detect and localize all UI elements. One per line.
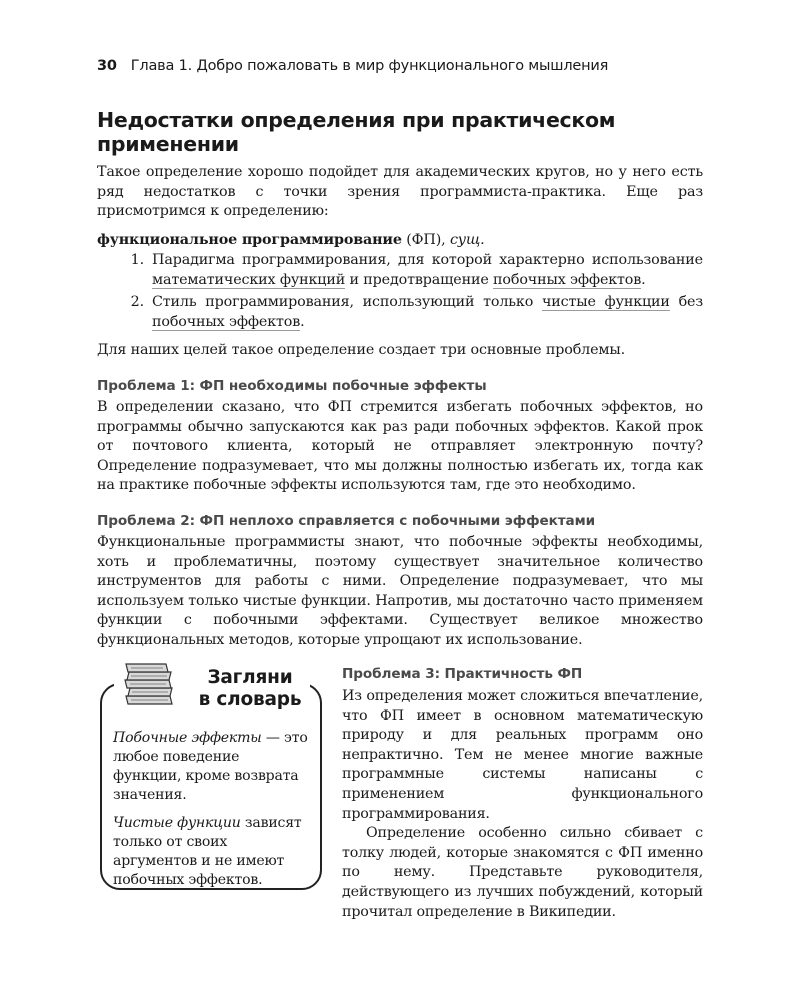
section-intro: Такое определение хорошо подойдет для академических кругов, но у него есть ряд недостатков с точки зрения программиста-практика. Еще раз присмотримся к определению:: [97, 164, 703, 219]
glossary-body: [113, 729, 311, 899]
definition-list: [97, 251, 703, 335]
glossary-title: Загляни в словарь: [198, 667, 302, 710]
chapter-title: Глава 1. Добро пожаловать в мир функционального мышления: [130, 58, 609, 74]
problems-intro: Для наших целей такое определение создает три основные проблемы.: [97, 342, 626, 358]
term-link: чистые функции: [541, 294, 670, 310]
definition-term: функциональное программирование: [97, 232, 402, 248]
section-title: Недостатки определения при практическом применении: [97, 108, 616, 156]
problem-2-text: Функциональные программисты знают, что побочные эффекты необходимы, хоть и проблематичны, поэтому существует значительное количество инструментов для работы с ними. Определение подразумевает, что мы используем только чистые функции. Напротив, мы достаточно часто применяем функции с побочными эффектами. Существует великое множество функциональных методов, которые упрощают их использование.: [97, 534, 703, 648]
glossary-entry-2: Чистые функции зависят только от своих аргументов и не имеют побочных эффектов.: [113, 815, 302, 888]
term-link: побочных эффектов: [152, 313, 301, 330]
books-icon: [122, 662, 182, 706]
problem-1-title: Проблема 1: ФП необходимы побочные эффекты: [97, 378, 487, 394]
problem-3-title: Проблема 3: Практичность ФП: [342, 666, 583, 682]
running-header: [97, 58, 608, 74]
problem-3-body: [342, 687, 703, 922]
page-number: 30: [97, 58, 117, 74]
glossary-entry-1: Побочные эффекты — это любое поведение функции, кроме возврата значения.: [113, 730, 308, 803]
definition-item-1: 1. Парадигма программирования, для которой характерно использование математических функций и предотвращение побочных эффектов.: [130, 252, 703, 288]
definition-gloss: (ФП),: [406, 232, 446, 248]
problem-3-para-1: Из определения может сложиться впечатление, что ФП имеет в основном математическую природу и для реальных программ оно непрактично. Тем не менее многие важные программные системы написаны с применением функционального программирования.: [342, 688, 703, 822]
term-link: математических функций: [152, 271, 346, 288]
definition-item-2: 2. Стиль программирования, использующий только чистые функции без побочных эффектов.: [130, 294, 703, 330]
problem-2-title: Проблема 2: ФП неплохо справляется с побочными эффектами: [97, 513, 596, 529]
definition-pos: сущ.: [449, 232, 485, 248]
problem-1-text: В определении сказано, что ФП стремится избегать побочных эффектов, но программы обычно запускаются как раз ради побочных эффектов. Какой прок от почтового клиента, который не отправляет электронную почту? Определение подразумевает, что мы должны полностью избегать их, тогда как на практике побочные эффекты используются там, где это необходимо.: [97, 399, 703, 493]
problem-3-para-2: Определение особенно сильно сбивает с толку людей, которые знакомятся с ФП именно по нему. Представьте руководителя, действующего из лучших побуждений, который прочитал определение в Википедии.: [342, 825, 703, 920]
term-link: побочных эффектов: [493, 271, 642, 288]
definition-heading: [97, 231, 703, 251]
